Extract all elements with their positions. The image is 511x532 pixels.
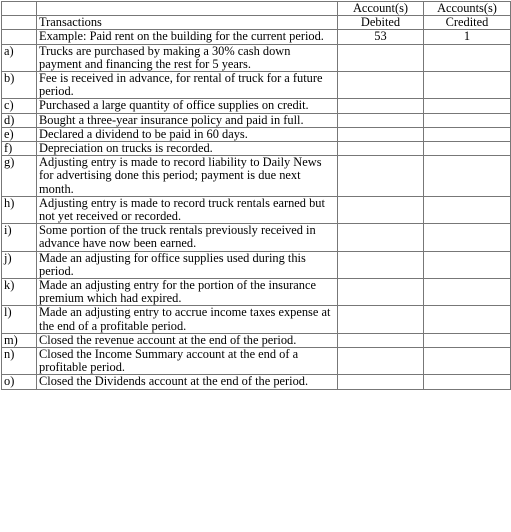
header-credited: Credited bbox=[424, 16, 511, 30]
credited-account-cell[interactable] bbox=[424, 224, 511, 251]
transaction-letter: d) bbox=[2, 113, 37, 127]
credited-account-cell[interactable] bbox=[424, 333, 511, 347]
credited-account-cell[interactable] bbox=[424, 251, 511, 278]
transaction-letter: c) bbox=[2, 99, 37, 113]
credited-account-cell[interactable] bbox=[424, 44, 511, 71]
transaction-row bbox=[2, 44, 511, 71]
transaction-description: Made an adjusting for office supplies used during this period. bbox=[37, 251, 338, 278]
transaction-description: Trucks are purchased by making a 30% cash down payment and financing the rest for 5 years. bbox=[37, 44, 338, 71]
transactions-table-body bbox=[2, 2, 511, 390]
transaction-letter: f) bbox=[2, 142, 37, 156]
transaction-description: Closed the Dividends account at the end of the period. bbox=[37, 375, 338, 389]
transaction-row bbox=[2, 375, 511, 389]
transaction-letter: n) bbox=[2, 348, 37, 375]
credited-account-cell[interactable] bbox=[424, 306, 511, 333]
transaction-row bbox=[2, 113, 511, 127]
transaction-letter: l) bbox=[2, 306, 37, 333]
header-desc-cell bbox=[37, 2, 338, 16]
transaction-description: Made an adjusting entry for the portion of the insurance premium which had expired. bbox=[37, 279, 338, 306]
debited-account-cell[interactable] bbox=[338, 44, 424, 71]
transaction-row bbox=[2, 99, 511, 113]
transaction-letter: h) bbox=[2, 196, 37, 223]
credited-account-cell[interactable] bbox=[424, 99, 511, 113]
transaction-letter: e) bbox=[2, 127, 37, 141]
transaction-description: Adjusting entry is made to record truck rentals earned but not yet received or recorded. bbox=[37, 196, 338, 223]
transactions-table bbox=[1, 1, 511, 390]
transaction-letter: i) bbox=[2, 224, 37, 251]
transaction-description: Fee is received in advance, for rental of truck for a future period. bbox=[37, 72, 338, 99]
transaction-row bbox=[2, 333, 511, 347]
transaction-letter: g) bbox=[2, 156, 37, 197]
transaction-letter: j) bbox=[2, 251, 37, 278]
transaction-letter: k) bbox=[2, 279, 37, 306]
credited-account-cell[interactable] bbox=[424, 279, 511, 306]
transaction-row bbox=[2, 142, 511, 156]
header-debited-top: Account(s) bbox=[338, 2, 424, 16]
transaction-description: Closed the Income Summary account at the end of a profitable period. bbox=[37, 348, 338, 375]
header-row-bottom bbox=[2, 16, 511, 30]
transaction-letter: b) bbox=[2, 72, 37, 99]
transaction-row bbox=[2, 306, 511, 333]
transaction-letter: o) bbox=[2, 375, 37, 389]
transaction-description: Adjusting entry is made to record liability to Daily News for advertising done this period; payment is due next month. bbox=[37, 156, 338, 197]
header-credited-top: Accounts(s) bbox=[424, 2, 511, 16]
transaction-description: Purchased a large quantity of office supplies on credit. bbox=[37, 99, 338, 113]
transaction-description: Made an adjusting entry to accrue income taxes expense at the end of a profitable period. bbox=[37, 306, 338, 333]
credited-account-cell[interactable] bbox=[424, 375, 511, 389]
debited-account-cell[interactable] bbox=[338, 156, 424, 197]
debited-account-cell[interactable] bbox=[338, 251, 424, 278]
header-letter-cell bbox=[2, 16, 37, 30]
transaction-row bbox=[2, 196, 511, 223]
debited-account-cell[interactable] bbox=[338, 99, 424, 113]
transaction-row bbox=[2, 72, 511, 99]
example-credited: 1 bbox=[424, 30, 511, 44]
header-transactions: Transactions bbox=[37, 16, 338, 30]
transaction-letter: a) bbox=[2, 44, 37, 71]
debited-account-cell[interactable] bbox=[338, 224, 424, 251]
transaction-description: Bought a three-year insurance policy and paid in full. bbox=[37, 113, 338, 127]
header-debited: Debited bbox=[338, 16, 424, 30]
transaction-letter: m) bbox=[2, 333, 37, 347]
debited-account-cell[interactable] bbox=[338, 333, 424, 347]
transaction-row bbox=[2, 156, 511, 197]
transaction-description: Some portion of the truck rentals previously received in advance have now been earned. bbox=[37, 224, 338, 251]
transaction-description: Closed the revenue account at the end of the period. bbox=[37, 333, 338, 347]
credited-account-cell[interactable] bbox=[424, 348, 511, 375]
header-row-top bbox=[2, 2, 511, 16]
credited-account-cell[interactable] bbox=[424, 156, 511, 197]
example-text: Example: Paid rent on the building for the current period. bbox=[37, 30, 338, 44]
debited-account-cell[interactable] bbox=[338, 279, 424, 306]
example-debited: 53 bbox=[338, 30, 424, 44]
debited-account-cell[interactable] bbox=[338, 375, 424, 389]
debited-account-cell[interactable] bbox=[338, 306, 424, 333]
header-letter-cell bbox=[2, 2, 37, 16]
transaction-description: Depreciation on trucks is recorded. bbox=[37, 142, 338, 156]
example-row bbox=[2, 30, 511, 44]
credited-account-cell[interactable] bbox=[424, 127, 511, 141]
transaction-row bbox=[2, 127, 511, 141]
credited-account-cell[interactable] bbox=[424, 113, 511, 127]
transaction-description: Declared a dividend to be paid in 60 days. bbox=[37, 127, 338, 141]
example-letter bbox=[2, 30, 37, 44]
credited-account-cell[interactable] bbox=[424, 142, 511, 156]
transaction-row bbox=[2, 224, 511, 251]
debited-account-cell[interactable] bbox=[338, 72, 424, 99]
debited-account-cell[interactable] bbox=[338, 196, 424, 223]
credited-account-cell[interactable] bbox=[424, 72, 511, 99]
transaction-row bbox=[2, 348, 511, 375]
transaction-row bbox=[2, 279, 511, 306]
debited-account-cell[interactable] bbox=[338, 113, 424, 127]
debited-account-cell[interactable] bbox=[338, 348, 424, 375]
transaction-row bbox=[2, 251, 511, 278]
debited-account-cell[interactable] bbox=[338, 127, 424, 141]
debited-account-cell[interactable] bbox=[338, 142, 424, 156]
credited-account-cell[interactable] bbox=[424, 196, 511, 223]
